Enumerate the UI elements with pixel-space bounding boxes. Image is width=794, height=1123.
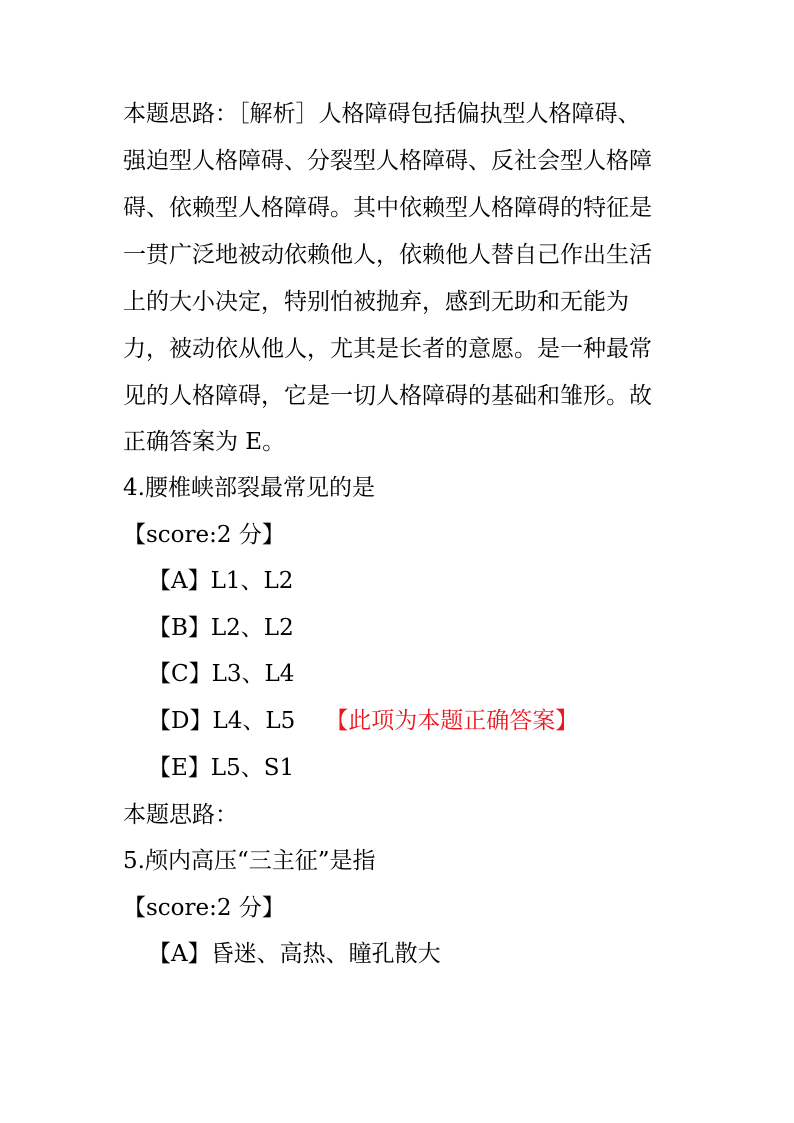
option-label: 【C】L3、L4 xyxy=(148,661,295,687)
analysis-line: 上的大小决定，特别怕被抛弃，感到无助和无能为 xyxy=(123,289,629,315)
analysis-line: 见的人格障碍，它是一切人格障碍的基础和雏形。故 xyxy=(123,383,652,409)
q4-option-b[interactable] xyxy=(148,613,294,643)
analysis-line: 碍、依赖型人格障碍。其中依赖型人格障碍的特征是 xyxy=(123,195,652,221)
q4-option-e[interactable] xyxy=(148,753,294,783)
question-4-analysis: 本题思路： xyxy=(123,802,238,828)
question-4-title: 4.腰椎峡部裂最常见的是 xyxy=(123,475,375,501)
q4-option-d[interactable] xyxy=(148,706,578,736)
analysis-line: 本题思路：［解析］人格障碍包括偏执型人格障碍、 xyxy=(123,101,641,127)
question-4-score: 【score:2 分】 xyxy=(123,522,285,548)
analysis-line: 正确答案为 E。 xyxy=(123,429,286,455)
q4-option-c[interactable] xyxy=(148,659,294,689)
option-label: 【A】L1、L2 xyxy=(148,568,294,594)
analysis-line: 力，被动依从他人，尤其是长者的意愿。是一种最常 xyxy=(123,336,652,362)
correct-answer-note: 【此项为本题正确答案】 xyxy=(325,708,579,734)
question-5-score: 【score:2 分】 xyxy=(123,895,285,921)
option-label: 【D】L4、L5 xyxy=(148,708,296,734)
q4-option-a[interactable] xyxy=(148,566,293,596)
option-label: 【A】昏迷、高热、瞳孔散大 xyxy=(148,941,441,967)
option-label: 【B】L2、L2 xyxy=(148,615,294,641)
analysis-line: 强迫型人格障碍、分裂型人格障碍、反社会型人格障 xyxy=(123,148,652,174)
option-label: 【E】L5、S1 xyxy=(148,755,295,781)
analysis-line: 一贯广泛地被动依赖他人，依赖他人替自己作出生活 xyxy=(123,242,652,268)
q5-option-a[interactable] xyxy=(148,939,441,969)
question-5-title: 5.颅内高压“三主征”是指 xyxy=(123,848,376,874)
